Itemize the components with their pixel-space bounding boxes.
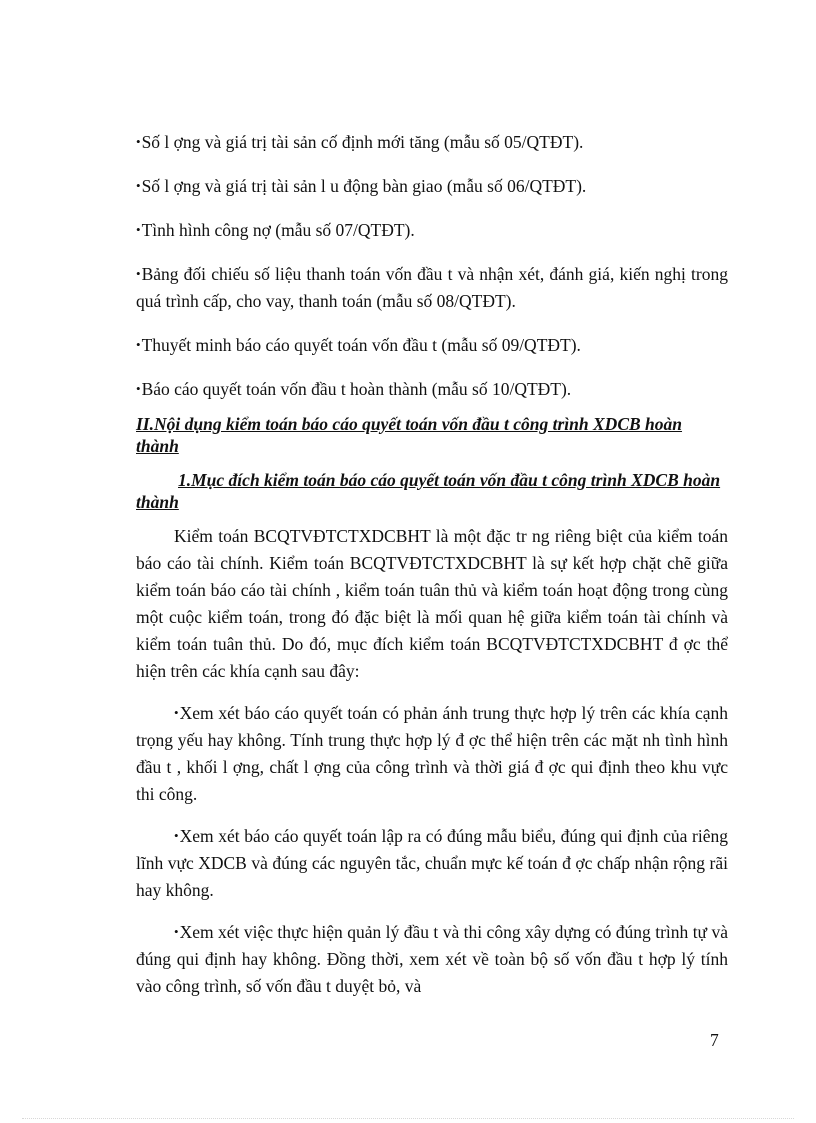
page-number: 7 (710, 1030, 719, 1050)
page-content (136, 128, 728, 1000)
bullet-item (136, 128, 728, 156)
section-heading: II.Nội dụng kiểm toán báo cáo quyết toán vốn đầu t công trình XDCB hoàn thành (136, 414, 683, 456)
bullet-text: Số l ợng và giá trị tài sản cố định mới tăng (mẫu số 05/QTĐT). (141, 132, 584, 152)
bullet-item (136, 172, 728, 200)
bullet-text: Xem xét việc thực hiện quản lý đầu t và thi công xây dựng có đúng trình tự và đúng qui định hay không. Đồng thời, xem xét về toàn bộ số vốn đầu t hợp lý tính vào công trình, số vốn đầu t duyệt bỏ, và (136, 922, 728, 996)
bullet-text: Số l ợng và giá trị tài sản l u động bàn giao (mẫu số 06/QTĐT). (141, 176, 587, 196)
bullet-icon: • (136, 222, 141, 237)
bullet-text: Xem xét báo cáo quyết toán lập ra có đúng mẫu biểu, đúng qui định của riêng lĩnh vực XDCB và đúng các nguyên tắc, chuẩn mực kế toán đ ợc chấp nhận rộng rãi hay không. (136, 826, 728, 900)
bullet-text: Báo cáo quyết toán vốn đầu t hoàn thành (mẫu số 10/QTĐT). (141, 379, 572, 399)
bullet-icon: • (136, 381, 141, 396)
bullet-item (136, 375, 728, 403)
bullet-icon: • (174, 924, 179, 939)
bullet-icon: • (136, 266, 141, 281)
bullet-item (136, 918, 728, 1000)
bullet-icon: • (136, 178, 141, 193)
bullet-item (136, 216, 728, 244)
subsection-heading: 1.Mục đích kiểm toán báo cáo quyết toán vốn đầu t công trình XDCB hoàn thành (136, 470, 721, 512)
bullet-icon: • (136, 134, 141, 149)
bullet-item (136, 331, 728, 359)
bullet-icon: • (174, 705, 179, 720)
intro-paragraph: Kiểm toán BCQTVĐTCTXDCBHT là một đặc tr ng riêng biệt của kiểm toán báo cáo tài chính. Kiểm toán BCQTVĐTCTXDCBHT là sự kết hợp chặt chẽ giữa kiểm toán báo cáo tài chính , kiểm toán tuân thủ và kiểm toán hoạt động trong cùng một cuộc kiểm toán, trong đó đặc biệt là mối quan hệ giữa kiểm toán tài chính và kiểm toán tuân thủ. Do đó, mục đích kiểm toán BCQTVĐTCTXDCBHT đ ợc thể hiện trên các khía cạnh sau đây: (136, 526, 728, 681)
bullet-text: Xem xét báo cáo quyết toán có phản ánh trung thực hợp lý trên các khía cạnh trọng yếu hay không. Tính trung thực hợp lý đ ợc thể hiện trên các mặt nh tình hình đầu t , khối l ợng, chất l ợng của công trình và thời giá đ ợc qui định theo khu vực thi công. (136, 703, 728, 804)
bullet-icon: • (136, 337, 141, 352)
bullet-item (136, 822, 728, 904)
bullet-item (136, 699, 728, 808)
bottom-divider (22, 1118, 794, 1119)
bullet-icon: • (174, 828, 179, 843)
bullet-text: Bảng đối chiếu số liệu thanh toán vốn đầu t và nhận xét, đánh giá, kiến nghị trong quá trình cấp, cho vay, thanh toán (mẫu số 08/QTĐT). (136, 264, 728, 311)
bullet-text: Thuyết minh báo cáo quyết toán vốn đầu t (mẫu số 09/QTĐT). (141, 335, 581, 355)
bullet-text: Tình hình công nợ (mẫu số 07/QTĐT). (141, 220, 415, 240)
bullet-item (136, 260, 728, 315)
